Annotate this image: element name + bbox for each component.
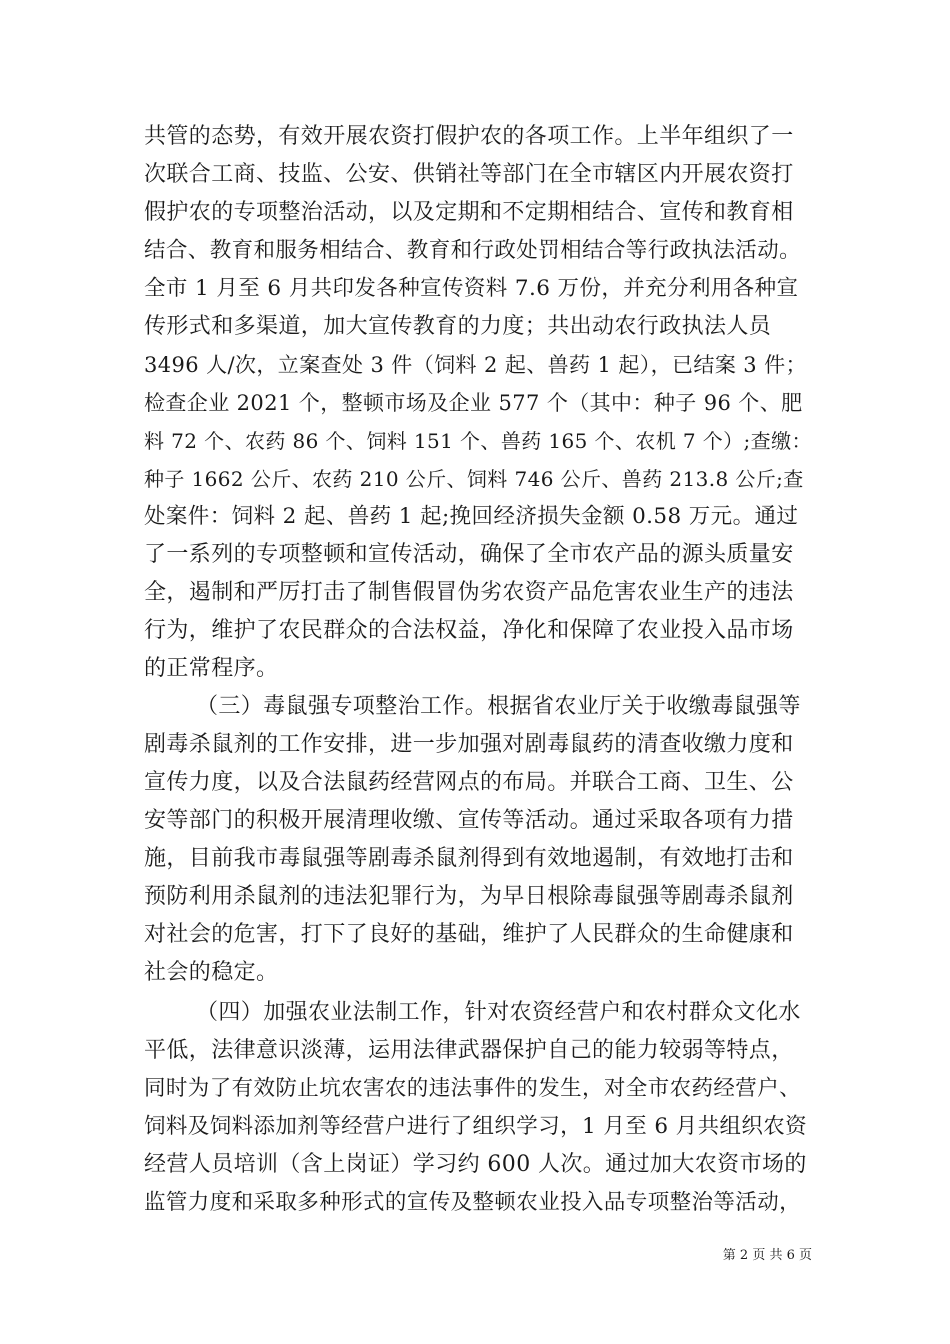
body-text-line: 的正常程序。: [144, 656, 279, 681]
body-text-line: 检查企业 2021 个，整顿市场及企业 577 个（其中：种子 96 个、肥: [144, 391, 803, 415]
body-text-line: 施，目前我市毒鼠强等剧毒杀鼠剂得到有效地遏制，有效地打击和: [144, 846, 794, 871]
body-text-line: 料 72 个、农药 86 个、饲料 151 个、兽药 165 个、农机 7 个）;查缴：: [144, 429, 812, 453]
body-text-line: 剧毒杀鼠剂的工作安排，进一步加强对剧毒鼠药的清查收缴力度和: [144, 732, 794, 757]
body-text-line: 传形式和多渠道，加大宣传教育的力度；共出动农行政执法人员: [144, 314, 772, 339]
body-text-line: 监管力度和采取多种形式的宣传及整顿农业投入品专项整治等活动，: [144, 1190, 802, 1215]
page-number: 第 2 页 共 6 页: [722, 1248, 812, 1263]
body-text-line: 次联合工商、技监、公安、供销社等部门在全市辖区内开展农资打: [144, 162, 794, 187]
body-text-line: 同时为了有效防止坑农害农的违法事件的发生，对全市农药经营户、: [144, 1076, 802, 1101]
body-text-line: 宣传力度，以及合法鼠药经营网点的布局。并联合工商、卫生、公: [144, 770, 794, 795]
body-text-line: 对社会的危害，打下了良好的基础，维护了人民群众的生命健康和: [144, 922, 794, 947]
paragraph-heading-line: （三）毒鼠强专项整治工作。根据省农业厅关于收缴毒鼠强等: [196, 694, 801, 719]
body-text-line: 3496 人/次，立案查处 3 件（饲料 2 起、兽药 1 起），已结案 3 件；: [144, 353, 807, 377]
body-text-line: 饲料及饲料添加剂等经营户进行了组织学习，1 月至 6 月共组织农资: [144, 1114, 808, 1139]
body-text-line: 假护农的专项整治活动，以及定期和不定期相结合、宣传和教育相: [144, 200, 794, 225]
body-text-line: 了一系列的专项整顿和宣传活动，确保了全市农产品的源头质量安: [144, 542, 794, 567]
paragraph-heading-line: （四）加强农业法制工作，针对农资经营户和农村群众文化水: [196, 1000, 801, 1025]
body-text-line: 种子 1662 公斤、农药 210 公斤、饲料 746 公斤、兽药 213.8 公斤;查: [144, 467, 804, 491]
body-text-line: 平低，法律意识淡薄，运用法律武器保护自己的能力较弱等特点，: [144, 1038, 794, 1063]
body-text-line: 共管的态势，有效开展农资打假护农的各项工作。上半年组织了一: [144, 124, 794, 149]
body-text-line: 全市 1 月至 6 月共印发各种宣传资料 7.6 万份，并充分利用各种宣: [144, 276, 799, 301]
body-text-line: 预防利用杀鼠剂的违法犯罪行为，为早日根除毒鼠强等剧毒杀鼠剂: [144, 884, 794, 909]
body-text-line: 行为，维护了农民群众的合法权益，净化和保障了农业投入品市场: [144, 618, 794, 643]
body-text-line: 安等部门的积极开展清理收缴、宣传等活动。通过采取各项有力措: [144, 808, 794, 833]
body-text-line: 处案件：饲料 2 起、兽药 1 起;挽回经济损失金额 0.58 万元。通过: [144, 504, 799, 529]
body-text-line: 经营人员培训（含上岗证）学习约 600 人次。通过加大农资市场的: [144, 1152, 807, 1177]
body-text-line: 社会的稳定。: [144, 960, 279, 985]
body-text-line: 全，遏制和严厉打击了制售假冒伪劣农资产品危害农业生产的违法: [144, 580, 794, 605]
body-text-line: 结合、教育和服务相结合、教育和行政处罚相结合等行政执法活动。: [144, 238, 802, 263]
